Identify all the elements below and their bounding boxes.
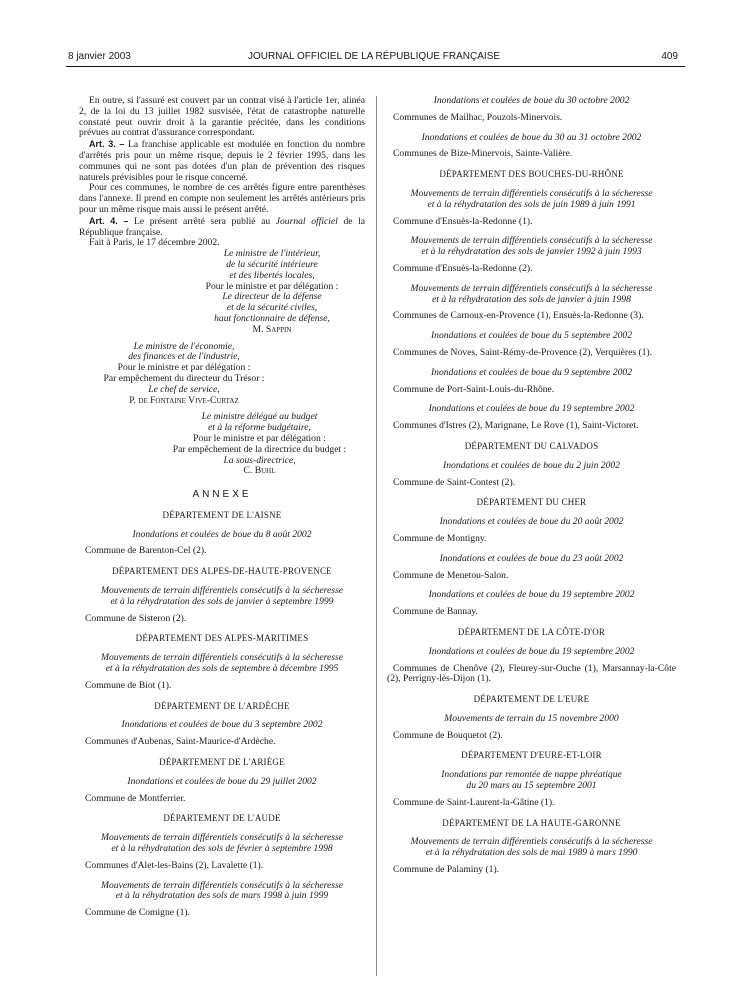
commune-line: Commune de Montferrier. <box>85 792 186 804</box>
event-line: et à la réhydratation des sols de février à septembre 1998 <box>111 843 333 855</box>
event-line: Inondations et coulées de boue du 19 septembre 2002 <box>428 645 635 657</box>
article-3-label: Art. 3. – <box>89 139 125 150</box>
paragraph-article-3 <box>79 139 365 183</box>
event-line: et à la réhydratation des sols de janvier 1992 à juin 1993 <box>421 246 642 258</box>
event-line: et à la réhydratation des sols de septembre à décembre 1995 <box>105 663 339 675</box>
event-line: Mouvements de terrain différentiels consécutifs à la sécheresse <box>410 235 653 247</box>
article-4-text-a: Le présent arrêté sera publié au <box>128 215 276 227</box>
dept-heading: DÉPARTEMENT DE L'ARIÈGE <box>159 757 285 768</box>
event-line: Inondations et coulées de boue du 20 août 2002 <box>439 516 624 528</box>
event-line: et à la réhydratation des sols de mai 1989 à mars 1990 <box>425 847 638 859</box>
event-line: Inondations et coulées de boue du 29 juillet 2002 <box>127 775 317 787</box>
event-line: Inondations et coulées de boue du 19 septembre 2002 <box>428 589 635 601</box>
commune-line: Commune de Barenton-Cel (2). <box>85 545 207 557</box>
event-line: Mouvements de terrain différentiels consécutifs à la sécheresse <box>410 187 653 199</box>
event-line: Inondations et coulées de boue du 2 juin 2002 <box>443 459 620 471</box>
commune-line: Commune de Port-Saint-Louis-du-Rhône. <box>393 383 555 395</box>
dept-heading: DÉPARTEMENT DU CALVADOS <box>464 440 599 451</box>
commune-line: Commune de Saint-Laurent-la-Gâtine (1). <box>393 796 555 808</box>
event-line: Inondations et coulées de boue du 19 septembre 2002 <box>428 403 635 415</box>
event-line: Mouvements de terrain différentiels consécutifs à la sécheresse <box>410 836 653 848</box>
header-date: 8 janvier 2003 <box>68 51 131 62</box>
signing-place-date: Fait à Paris, le 17 décembre 2002. <box>89 237 220 249</box>
header-page-number: 409 <box>661 51 678 62</box>
event-line: Inondations et coulées de boue du 3 septembre 2002 <box>121 719 323 731</box>
event-line: Mouvements de terrain du 15 novembre 2000 <box>444 712 619 724</box>
commune-line: Commune de Biot (1). <box>85 679 172 691</box>
sig3-signatory: C. Buhl <box>243 465 276 477</box>
article-4-label: Art. 4. – <box>89 215 129 226</box>
commune-line: Communes de Mailhac, Pouzols-Minervois. <box>393 111 563 123</box>
sig3-line: et à la réforme budgétaire, <box>208 422 311 434</box>
commune-line: Commune d'Ensuès-la-Redonne (1). <box>393 215 533 227</box>
event-line: et à la réhydratation des sols de janvier à juin 1998 <box>432 293 631 305</box>
sig2-line: Par empêchement du directeur du Trésor : <box>103 372 265 384</box>
event-line: et à la réhydratation des sols de janvier à septembre 1999 <box>110 595 334 607</box>
signature-budget <box>154 412 365 477</box>
event-line: Mouvements de terrain différentiels consécutifs à la sécheresse <box>100 652 343 664</box>
sig2-signatory: P. de Fontaine Vive-Curtaz <box>129 394 239 406</box>
dept-heading: DÉPARTEMENT D'EURE-ET-LOIR <box>461 750 602 761</box>
event-line: Mouvements de terrain différentiels consécutifs à la sécheresse <box>100 879 343 891</box>
sig2-line: Pour le ministre et par délégation : <box>117 362 251 374</box>
dept-heading: DÉPARTEMENT DES BOUCHES-DU-RHÔNE <box>439 169 624 180</box>
article-3-text: La franchise applicable est modulée en fonction du nombre d'arrêtés pris pour un même risque, depuis le 2 février 1995, dans les communes qui ne sont pas dotées d'un plan de prévention des risques naturels prévisibles pour le risque concerné. <box>79 139 365 183</box>
article-4-text-b: de la République française. <box>79 215 366 238</box>
event-line: Inondations et coulées de boue du 9 septembre 2002 <box>430 366 633 378</box>
signature-interieur <box>179 249 365 335</box>
dept-heading: DÉPARTEMENT DE L'ARDÈCHE <box>154 700 290 711</box>
sig1-line: de la sécurité intérieure <box>226 258 318 270</box>
dept-heading: DÉPARTEMENT DE L'AUDE <box>163 813 281 824</box>
sig1-line: et de la sécurité civiles, <box>226 302 318 314</box>
event-line: et à la réhydratation des sols de juin 1989 à juin 1991 <box>427 198 636 210</box>
dept-heading: DÉPARTEMENT DES ALPES-DE-HAUTE-PROVENCE <box>112 566 332 577</box>
page-header <box>0 48 748 68</box>
commune-line: Commune de Saint-Contest (2). <box>393 476 516 488</box>
dept-heading: DÉPARTEMENT DE LA HAUTE-GARONNE <box>442 817 621 828</box>
event-line: Inondations et coulées de boue du 8 août 2002 <box>132 528 312 540</box>
event-line: et à la réhydratation des sols de mars 1998 à juin 1999 <box>115 890 329 902</box>
right-column <box>387 96 676 876</box>
commune-line: Communes de Carnoux-en-Provence (1), Ensuès-la-Redonne (3). <box>393 310 644 322</box>
commune-line: Commune de Bouquetot (2). <box>393 729 503 741</box>
commune-line: Communes d'Istres (2), Marignane, Le Rove (1), Saint-Victoret. <box>393 420 639 432</box>
commune-line: Commune de Sisteron (2). <box>85 612 187 624</box>
commune-line: Commune de Comigne (1). <box>85 907 190 919</box>
event-line: Inondations et coulées de boue du 30 au 31 octobre 2002 <box>421 131 642 143</box>
sig2-line: Le ministre de l'économie, <box>133 340 235 352</box>
sig1-line: Pour le ministre et par délégation : <box>205 280 339 292</box>
sig1-line: Le directeur de la défense <box>222 291 322 303</box>
commune-line: Communes de Bize-Minervois, Sainte-Valière. <box>393 148 573 160</box>
sig3-line: Pour le ministre et par délégation : <box>193 432 326 444</box>
sig1-line: et des libertés locales, <box>229 269 315 281</box>
dept-heading: DÉPARTEMENT DE L'AISNE <box>162 509 282 520</box>
event-line: Mouvements de terrain différentiels consécutifs à la sécheresse <box>100 585 343 597</box>
sig2-line: Le chef de service, <box>148 383 220 395</box>
event-line: Mouvements de terrain différentiels consécutifs à la sécheresse <box>100 832 343 844</box>
commune-line: Communes de Chenôve (2), Fleurey-sur-Ouche (1), Marsannay-la-Côte (2), Perrigny-lès-Dijon (1). <box>387 662 676 685</box>
header-rule <box>66 66 685 67</box>
annexe-heading: ANNEXE <box>192 489 252 501</box>
sig3-line: Par empêchement de la directrice du budget : <box>172 443 347 455</box>
sig3-line: La sous-directrice, <box>223 454 296 466</box>
commune-line: Communes d'Alet-les-Bains (2), Lavalette (1). <box>85 859 264 871</box>
event-line: du 20 mars au 15 septembre 2001 <box>466 780 597 792</box>
paragraph-insurance: En outre, si l'assuré est couvert par un contrat visé à l'article 1er, alinéa 2, de la loi du 13 juillet 1982 susvisée, l'état de catastrophe naturelle constaté peut ouvrir droit à la garantie précitée, dans les conditions prévues au contrat d'assurance correspondant. <box>79 95 365 139</box>
event-line: Inondations et coulées de boue du 30 octobre 2002 <box>433 95 630 106</box>
event-line: Mouvements de terrain différentiels consécutifs à la sécheresse <box>410 282 653 294</box>
event-line: Inondations et coulées de boue du 5 septembre 2002 <box>430 330 633 342</box>
column-divider <box>376 96 377 976</box>
commune-line: Communes de Noves, Saint-Rémy-de-Provence (2), Verquières (1). <box>393 346 653 358</box>
dept-heading: DÉPARTEMENT DE LA CÔTE-D'OR <box>457 626 606 637</box>
paragraph-article-4 <box>79 216 365 239</box>
dept-heading: DÉPARTEMENT DE L'EURE <box>473 694 590 705</box>
signature-economie <box>79 342 289 407</box>
header-title: JOURNAL OFFICIEL DE LA RÉPUBLIQUE FRANÇAISE <box>247 51 501 62</box>
commune-line: Communes d'Aubenas, Saint-Maurice-d'Ardèche. <box>85 736 276 748</box>
sig3-line: Le ministre délégué au budget <box>201 411 318 423</box>
sig1-signatory: M. Sappin <box>252 323 292 335</box>
commune-line: Commune de Montigny. <box>393 532 487 544</box>
dept-heading: DÉPARTEMENT DES ALPES-MARITIMES <box>135 633 309 644</box>
dept-heading: DÉPARTEMENT DU CHER <box>476 497 587 508</box>
event-line: Inondations par remontée de nappe phréatique <box>441 769 622 781</box>
event-line: Inondations et coulées de boue du 23 août 2002 <box>439 552 624 564</box>
sig2-line: des finances et de l'industrie, <box>128 351 240 363</box>
commune-line: Commune de Menetou-Salon. <box>393 569 509 581</box>
commune-line: Commune de Bannay. <box>393 606 478 618</box>
commune-line: Commune de Palaminy (1). <box>393 864 500 876</box>
journal-officiel-ref: Journal officiel <box>275 215 338 227</box>
sig1-line: haut fonctionnaire de défense, <box>214 312 330 324</box>
commune-line: Commune d'Ensuès-la-Redonne (2). <box>393 262 533 274</box>
left-column <box>79 96 365 919</box>
sig1-line: Le ministre de l'intérieur, <box>223 248 321 260</box>
paragraph-communes-count: Pour ces communes, le nombre de ces arrêtés figure entre parenthèses dans l'annexe. Il prend en compte non seulement les arrêtés antérieurs pris pour un même risque mais aussi le présent arrêté. <box>79 182 365 215</box>
